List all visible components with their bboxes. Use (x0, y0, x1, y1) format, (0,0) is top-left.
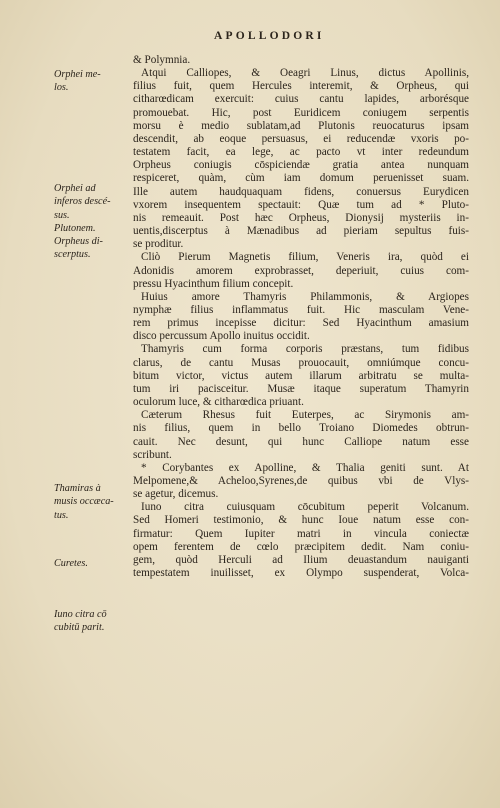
text-line: clarus, de cantu Musas prouocauit, omniúmque concu- (133, 356, 469, 369)
text-line: respiceret, quàm, cùm iam domum peruenisset suam. (133, 172, 469, 185)
text-line: Adonidis amorem exprobrasset, deperiuit, cuius com- (133, 264, 469, 277)
text-line: Orpheus coniugis cōspiciendæ gratia antea nunquam (133, 159, 469, 172)
margin-note (54, 482, 130, 522)
margin-note-line: sus. (54, 209, 70, 221)
text-line: uentis,discerptus à Mænadibus ad pieriam sepultus fuis- (133, 225, 469, 238)
margin-note (54, 557, 130, 570)
margin-note-line: los. (54, 82, 69, 94)
text-line: Cliò Pierum Magnetis filium, Veneris ira, quòd ei (141, 251, 469, 264)
text-line: nis filius, quem in bello Troiano Diomedes obtrun- (133, 422, 469, 435)
margin-note-line: Orphei ad (54, 183, 96, 194)
main-text (133, 54, 469, 580)
text-line: cauit. Nec desunt, qui hunc Calliope natum esse (133, 435, 469, 448)
margin-note (54, 222, 130, 235)
text-line: se agetur, dicemus. (133, 488, 219, 501)
text-line: vxorem insequentem spectauit: Quæ tum ad * Pluto- (133, 198, 469, 211)
text-line: filius fuit, quem Hercules interemit, & Orpheus, qui (133, 80, 469, 93)
margin-note (54, 608, 130, 635)
margin-note-line: inferos descé- (54, 196, 111, 208)
text-line: disco percussum Apollo inuitus occidit. (133, 330, 310, 343)
margin-note-line: Plutonem. (54, 223, 96, 234)
margin-note (54, 235, 130, 262)
text-line: promouebat. Hic, post Euridicem coniugem serpentis (133, 106, 469, 119)
text-line: opem ferentem de cœlo præcipitem dedit. Nam coniu- (133, 540, 469, 553)
text-line: scribunt. (133, 448, 172, 461)
text-line: gem, quòd Herculi ad Ilium deuastandum nauiganti (133, 553, 469, 566)
text-line: Thamyris cum forma corporis præstans, tum fidibus (141, 343, 469, 356)
text-line: Iuno citra cuiusquam cōcubitum peperit Volcanum. (141, 501, 469, 514)
text-line: Melpomene,& Acheloo,Syrenes,de quibus vbi de Vlys- (133, 475, 469, 487)
text-line: Ille autem haudquaquam fidens, conuersus Eurydicen (133, 185, 469, 198)
text-line: Huius amore Thamyris Philammonis, & Argiopes (141, 290, 469, 303)
text-line: nymphæ filius inflammatus fuit. Hic masculam Vene- (133, 303, 469, 316)
text-line: citharœdicam exercuit: cuius cantu lapides, arborésque (133, 93, 469, 106)
margin-note-line: Curetes. (54, 558, 88, 569)
margin-note (54, 182, 130, 222)
text-line: & Polymnia. (133, 54, 191, 66)
text-line: testatem facit, ea lege, ac pacto vt inter redeundum (133, 146, 469, 159)
text-line: Sed Homeri testimonio, & hunc Ioue natum esse con- (133, 514, 469, 527)
text-line: tum iri pacisceitur. Musæ itaque superatum Thamyrin (133, 382, 469, 395)
text-line: se proditur. (133, 238, 184, 251)
text-line: morsu è medio sublatam,ad Plutonis reuocaturus ipsam (133, 119, 469, 132)
margin-note-line: musis occæca- (54, 496, 114, 508)
margin-note-line: tus. (54, 509, 69, 521)
text-line: oculorum luce, & citharœdica priuant. (133, 396, 304, 409)
text-line: firmatur: Quem Iupiter matri in vincula coniectæ (133, 527, 469, 540)
margin-note-line: cubitū parit. (54, 622, 105, 634)
text-line: bitum victor, victus autem illarum arbitratu se multa- (133, 369, 469, 382)
margin-note-line: Thamiras à (54, 483, 101, 494)
text-line: pressu Hyacinthum filium concepit. (133, 277, 294, 290)
margin-note-line: Orpheus di- (54, 236, 103, 247)
text-line: * Corybantes ex Apolline, & Thalia geniti sunt. At (141, 461, 469, 474)
text-line: descendit, ab eoque persuasus, ei reducendæ vxoris po- (133, 132, 469, 145)
margin-note-line: Iuno citra cō (54, 609, 107, 620)
text-line: Atqui Calliopes, & Oeagri Linus, dictus Apollinis, (141, 67, 469, 80)
margin-note-line: Orphei me- (54, 69, 101, 80)
text-line: tempestatem inuilisset, ex Olympo suspenderat, Volca- (133, 567, 469, 580)
margin-note-line: scerptus. (54, 249, 91, 261)
running-header: APOLLODORI (214, 30, 325, 42)
text-line: Cæterum Rhesus fuit Euterpes, ac Sirymonis am- (141, 409, 469, 422)
text-line: rem primus incepisse dicitur: Sed Hyacinthum amasium (133, 317, 469, 330)
text-line: nis remeauit. Post hæc Orpheus, Dionysij mysteriis in- (133, 211, 469, 224)
margin-note (54, 68, 130, 95)
